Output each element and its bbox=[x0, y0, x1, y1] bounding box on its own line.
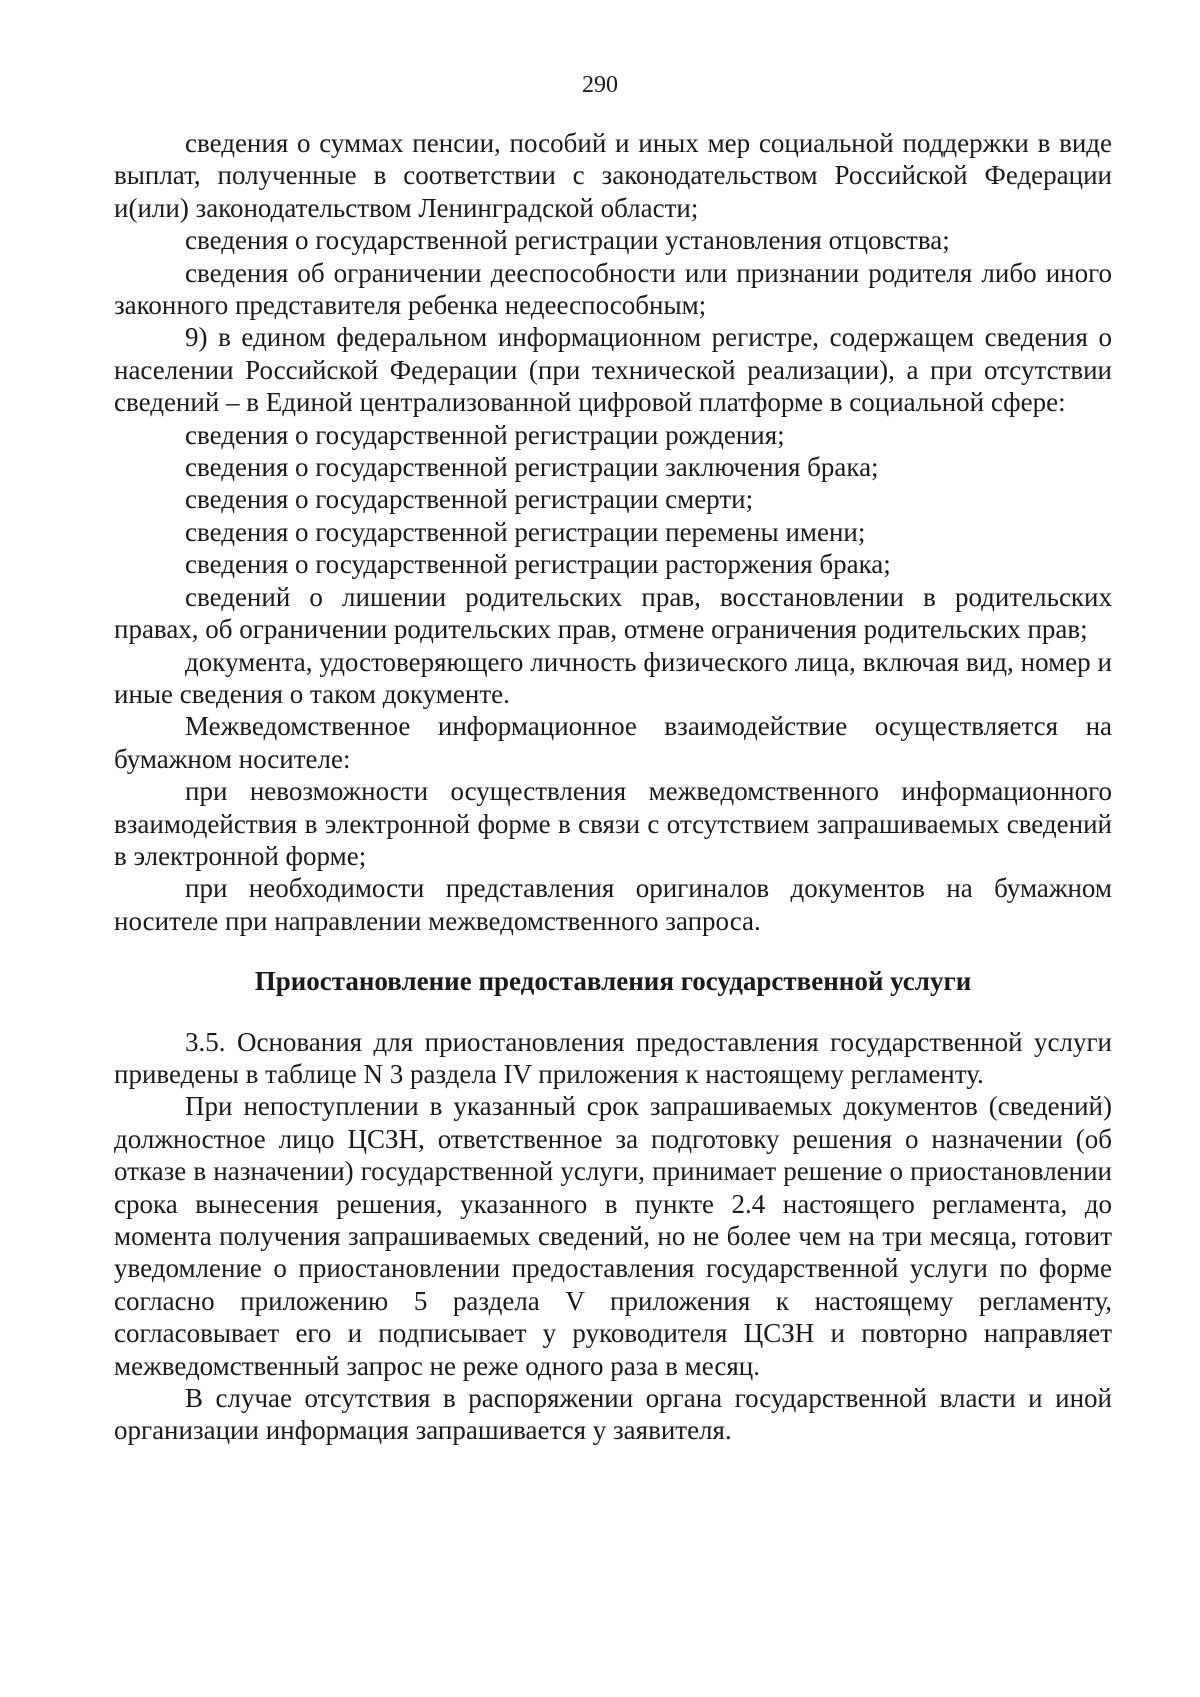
paragraph: при необходимости представления оригиналов документов на бумажном носителе при направлении межведомственного запроса. bbox=[114, 873, 1112, 936]
paragraph: документа, удостоверяющего личность физического лица, включая вид, номер и иные сведения о таком документе. bbox=[114, 646, 1112, 709]
page-number: 290 bbox=[582, 72, 618, 98]
paragraph: сведения о государственной регистрации установления отцовства; bbox=[185, 225, 950, 256]
paragraph: сведения о государственной регистрации рождения; bbox=[185, 419, 785, 450]
paragraph: сведения о суммах пенсии, пособий и иных мер социальной поддержки в виде выплат, полученные в соответствии с законодательством Российской Федерации и(или) законодательством Ленинградской области; bbox=[114, 128, 1112, 223]
paragraph: В случае отсутствия в распоряжении органа государственной власти и иной организации информация запрашивается у заявителя. bbox=[114, 1383, 1112, 1446]
paragraph: При непоступлении в указанный срок запрашиваемых документов (сведений) должностное лицо ЦСЗН, ответственное за подготовку решения о назначении (об отказе в назначении) государственной услуги, принимает решение о приостановлении срока вынесения решения, указанного в пункте 2.4 настоящего регламента, до момента получения запрашиваемых сведений, но не более чем на три месяца, готовит уведомление о приостановлении предоставления государственной услуги по форме согласно приложению 5 раздела V приложения к настоящему регламенту, согласовывает его и подписывает у руководителя ЦСЗН и повторно направляет межведомственный запрос не реже одного раза в месяц. bbox=[114, 1091, 1112, 1381]
section-heading: Приостановление предоставления государственной услуги bbox=[254, 966, 972, 997]
paragraph: сведения о государственной регистрации смерти; bbox=[185, 484, 754, 515]
paragraph: сведения о государственной регистрации расторжения брака; bbox=[185, 549, 891, 580]
paragraph: при невозможности осуществления межведомственного информационного взаимодействия в электронной форме в связи с отсутствием запрашиваемых сведений в электронной форме; bbox=[114, 776, 1112, 871]
paragraph: сведения о государственной регистрации заключения брака; bbox=[185, 452, 879, 483]
paragraph: 3.5. Основания для приостановления предоставления государственной услуги приведены в таблице N 3 раздела IV приложения к настоящему регламенту. bbox=[114, 1026, 1112, 1089]
paragraph: сведения об ограничении дееспособности или признании родителя либо иного законного представителя ребенка недееспособным; bbox=[114, 257, 1112, 321]
paragraph: Межведомственное информационное взаимодействие осуществляется на бумажном носителе: bbox=[114, 711, 1112, 774]
paragraph: 9) в едином федеральном информационном регистре, содержащем сведения о населении Российской Федерации (при технической реализации), а при отсутствии сведений – в Единой централизованной цифровой платформе в социальной сфере: bbox=[114, 322, 1112, 418]
document-body bbox=[114, 127, 1112, 1447]
paragraph: сведения о государственной регистрации перемены имени; bbox=[185, 516, 866, 547]
paragraph: сведений о лишении родительских прав, восстановлении в родительских правах, об ограничении родительских прав, отмене ограничения родительских прав; bbox=[114, 581, 1112, 645]
